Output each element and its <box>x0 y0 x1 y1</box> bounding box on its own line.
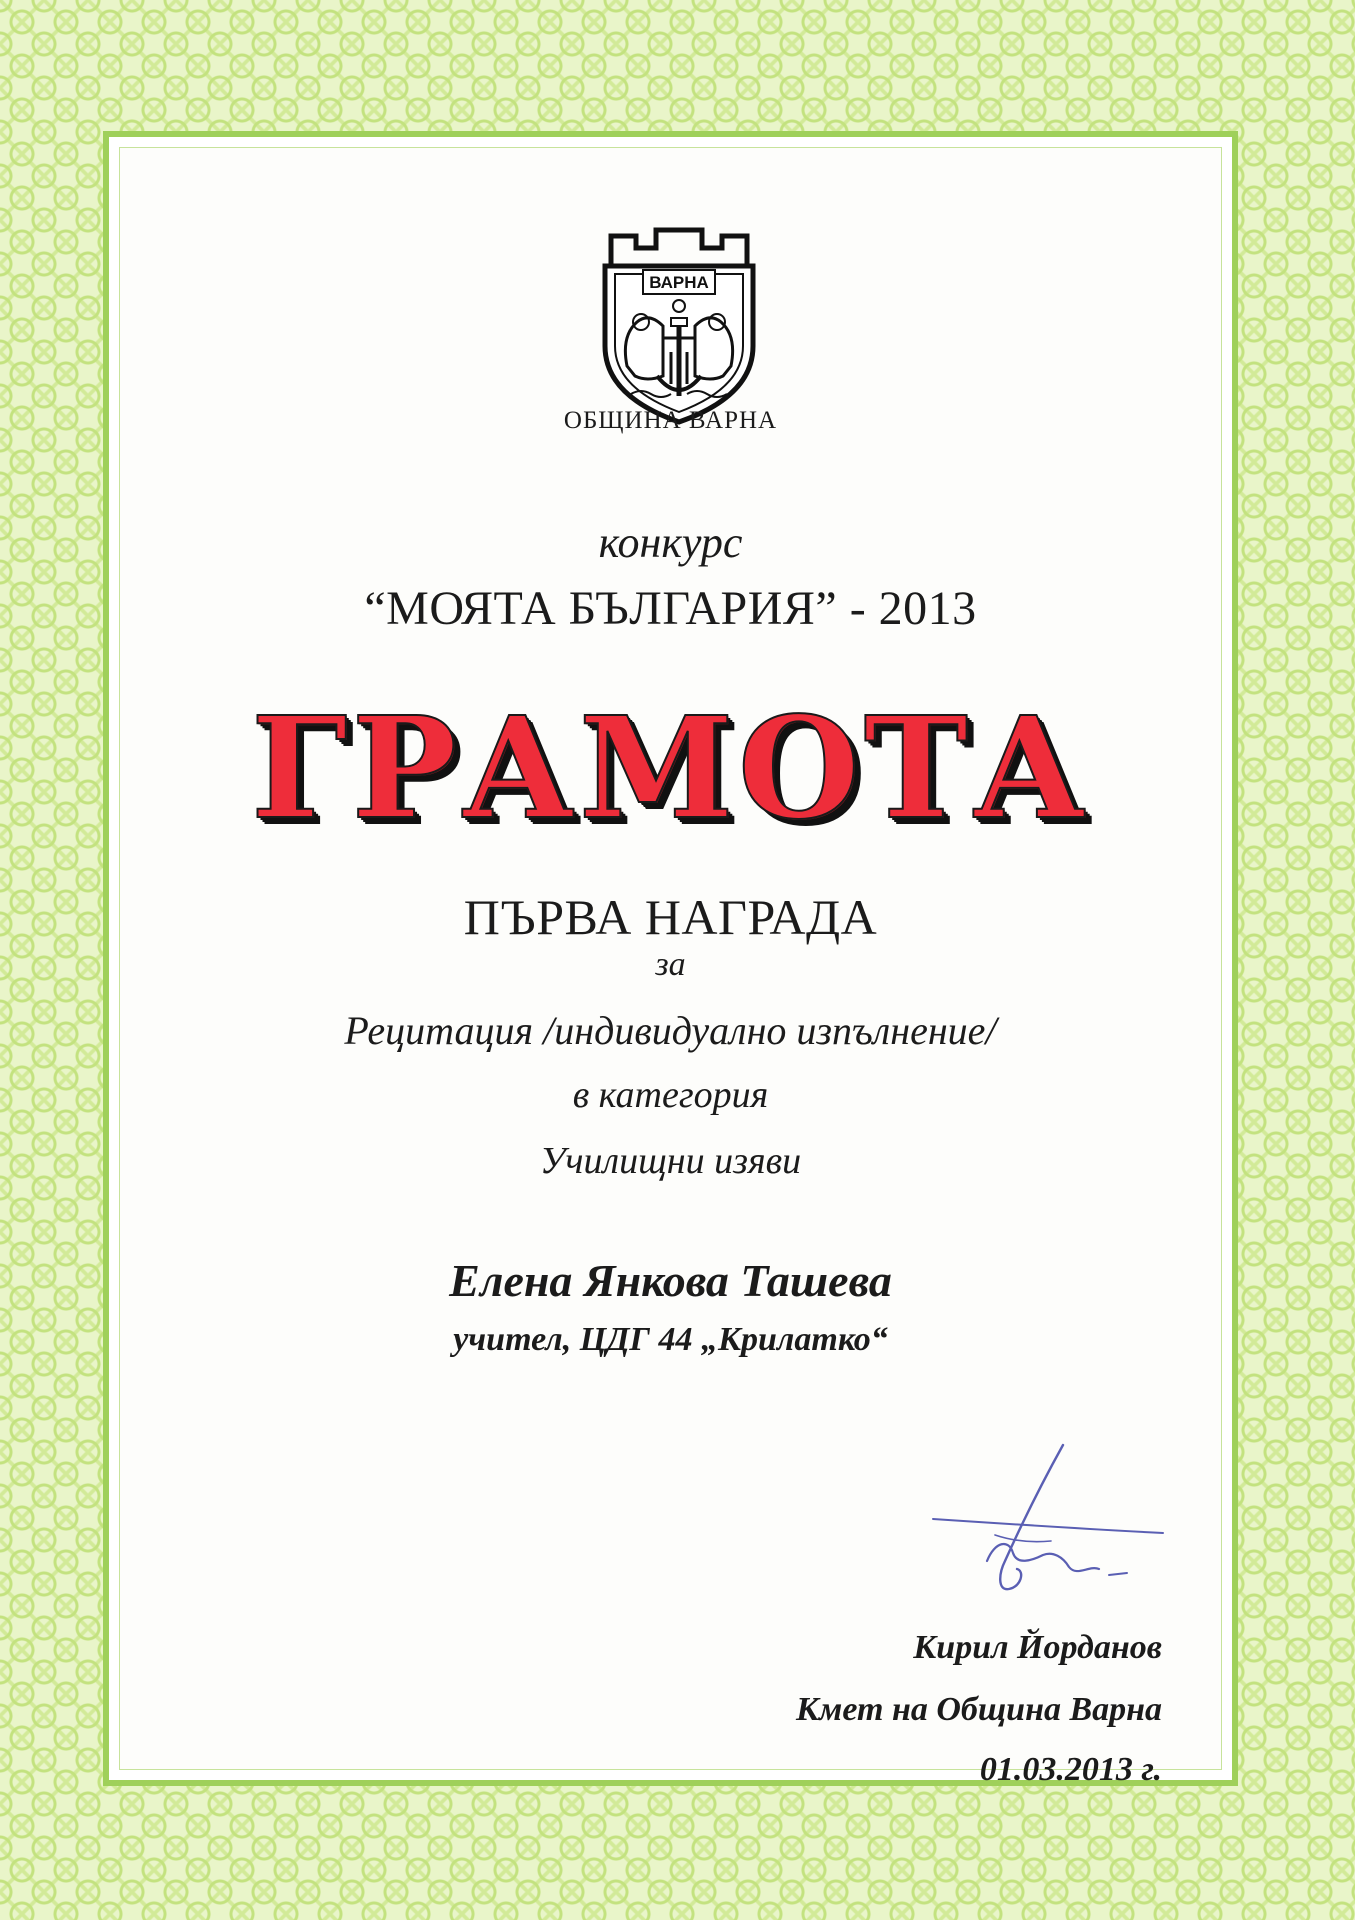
signature-date: 01.03.2013 г. <box>979 1751 1162 1788</box>
category-label: в категория <box>572 1074 769 1116</box>
award-discipline: Рецитация /индивидуално изпълнение/ <box>344 1008 997 1053</box>
varna-coat-of-arms-logo <box>591 226 767 426</box>
svg-text:ВАРНА: ВАРНА <box>649 273 709 292</box>
award-name: ПЪРВА НАГРАДА <box>463 889 878 945</box>
handwritten-signature <box>913 1441 1183 1616</box>
certificate-title: ГРАМОТА <box>250 687 1091 851</box>
contest-name: “МОЯТА БЪЛГАРИЯ” - 2013 <box>364 582 977 635</box>
category-value: Училищни изяви <box>539 1140 802 1182</box>
signatory-name: Кирил Йорданов <box>913 1629 1162 1666</box>
signatory-title: Кмет на Община Варна <box>796 1691 1162 1728</box>
contest-label: конкурс <box>598 518 743 567</box>
recipient-name: Елена Янкова Ташева <box>449 1255 892 1306</box>
organization-name: ОБЩИНА ВАРНА <box>563 407 778 434</box>
certificate-content <box>113 141 1228 1788</box>
for-word: за <box>655 946 686 983</box>
recipient-role: учител, ЦДГ 44 „Крилатко“ <box>453 1321 888 1358</box>
